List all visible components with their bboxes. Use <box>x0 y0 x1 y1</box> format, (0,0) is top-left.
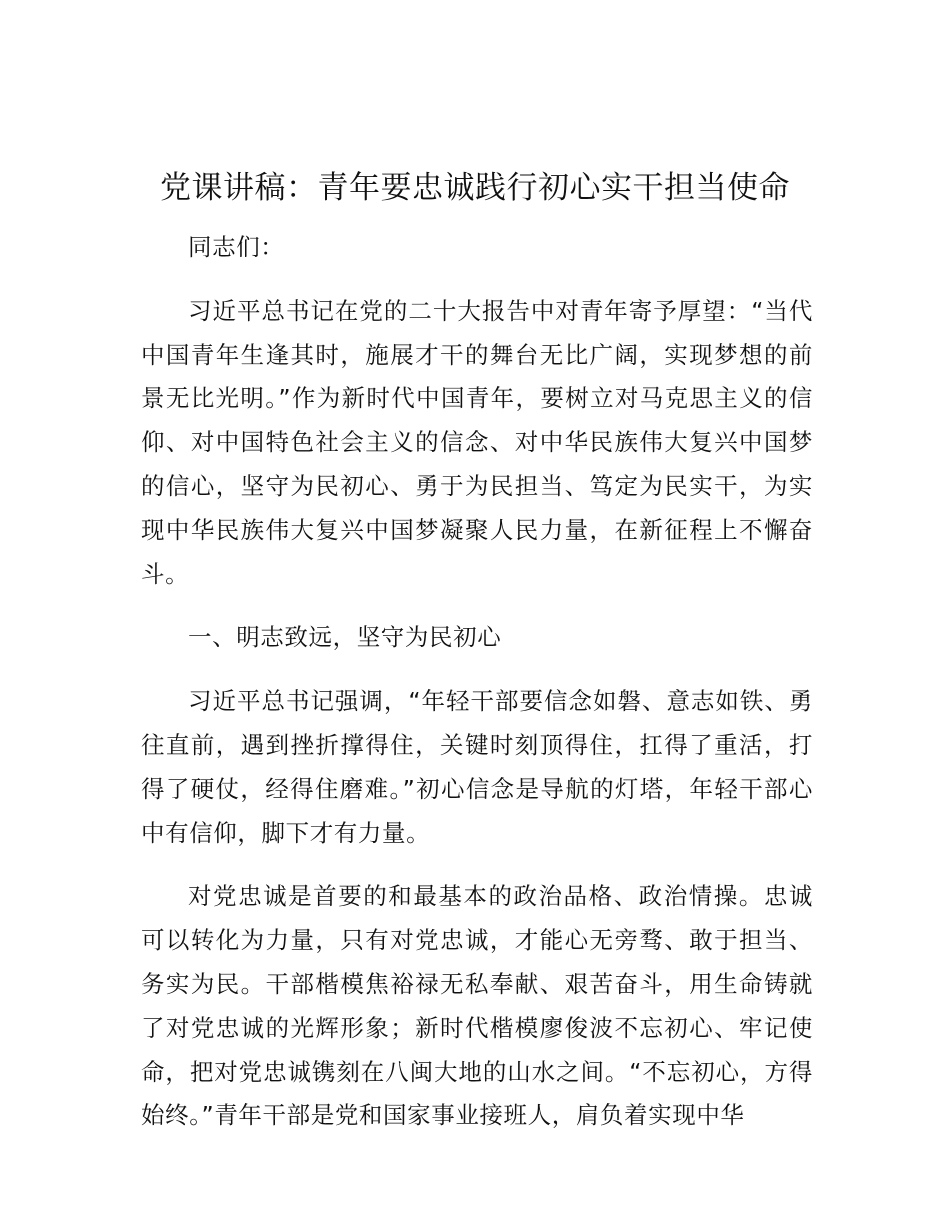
document-body <box>141 226 813 1138</box>
document-title: 党课讲稿：青年要忠诚践行初心实干担当使命 <box>160 170 790 206</box>
paragraph-section-1-a: 习近平总书记强调，“年轻干部要信念如磐、意志如铁、勇往直前，遇到挫折撑得住，关键时刻顶得住，扛得了重活，打得了硬仗，经得住磨难。”初心信念是导航的灯塔，年轻干部心中有信仰，脚下才有力量。 <box>141 687 813 847</box>
paragraph-intro: 习近平总书记在党的二十大报告中对青年寄予厚望：“当代中国青年生逢其时，施展才干的舞台无比广阔，实现梦想的前景无比光明。”作为新时代中国青年，要树立对马克思主义的信仰、对中国特色社会主义的信念、对中华民族伟大复兴中国梦的信心，坚守为民初心、勇于为民担当、笃定为民实干，为实现中华民族伟大复兴中国梦凝聚人民力量，在新征程上不懈奋斗。 <box>141 296 813 588</box>
salutation: 同志们： <box>188 233 285 261</box>
paragraph-section-1-b: 对党忠诚是首要的和最基本的政治品格、政治情操。忠诚可以转化为力量，只有对党忠诚，才能心无旁骛、敢于担当、务实为民。干部楷模焦裕禄无私奉献、艰苦奋斗，用生命铸就了对党忠诚的光辉形象；新时代楷模廖俊波不忘初心、牢记使命，把对党忠诚镌刻在八闽大地的山水之间。“不忘初心，方得始终。”青年干部是党和国家事业接班人，肩负着实现中华 <box>141 882 813 1130</box>
section-heading-1: 一、明志致远，坚守为民初心 <box>188 623 502 652</box>
